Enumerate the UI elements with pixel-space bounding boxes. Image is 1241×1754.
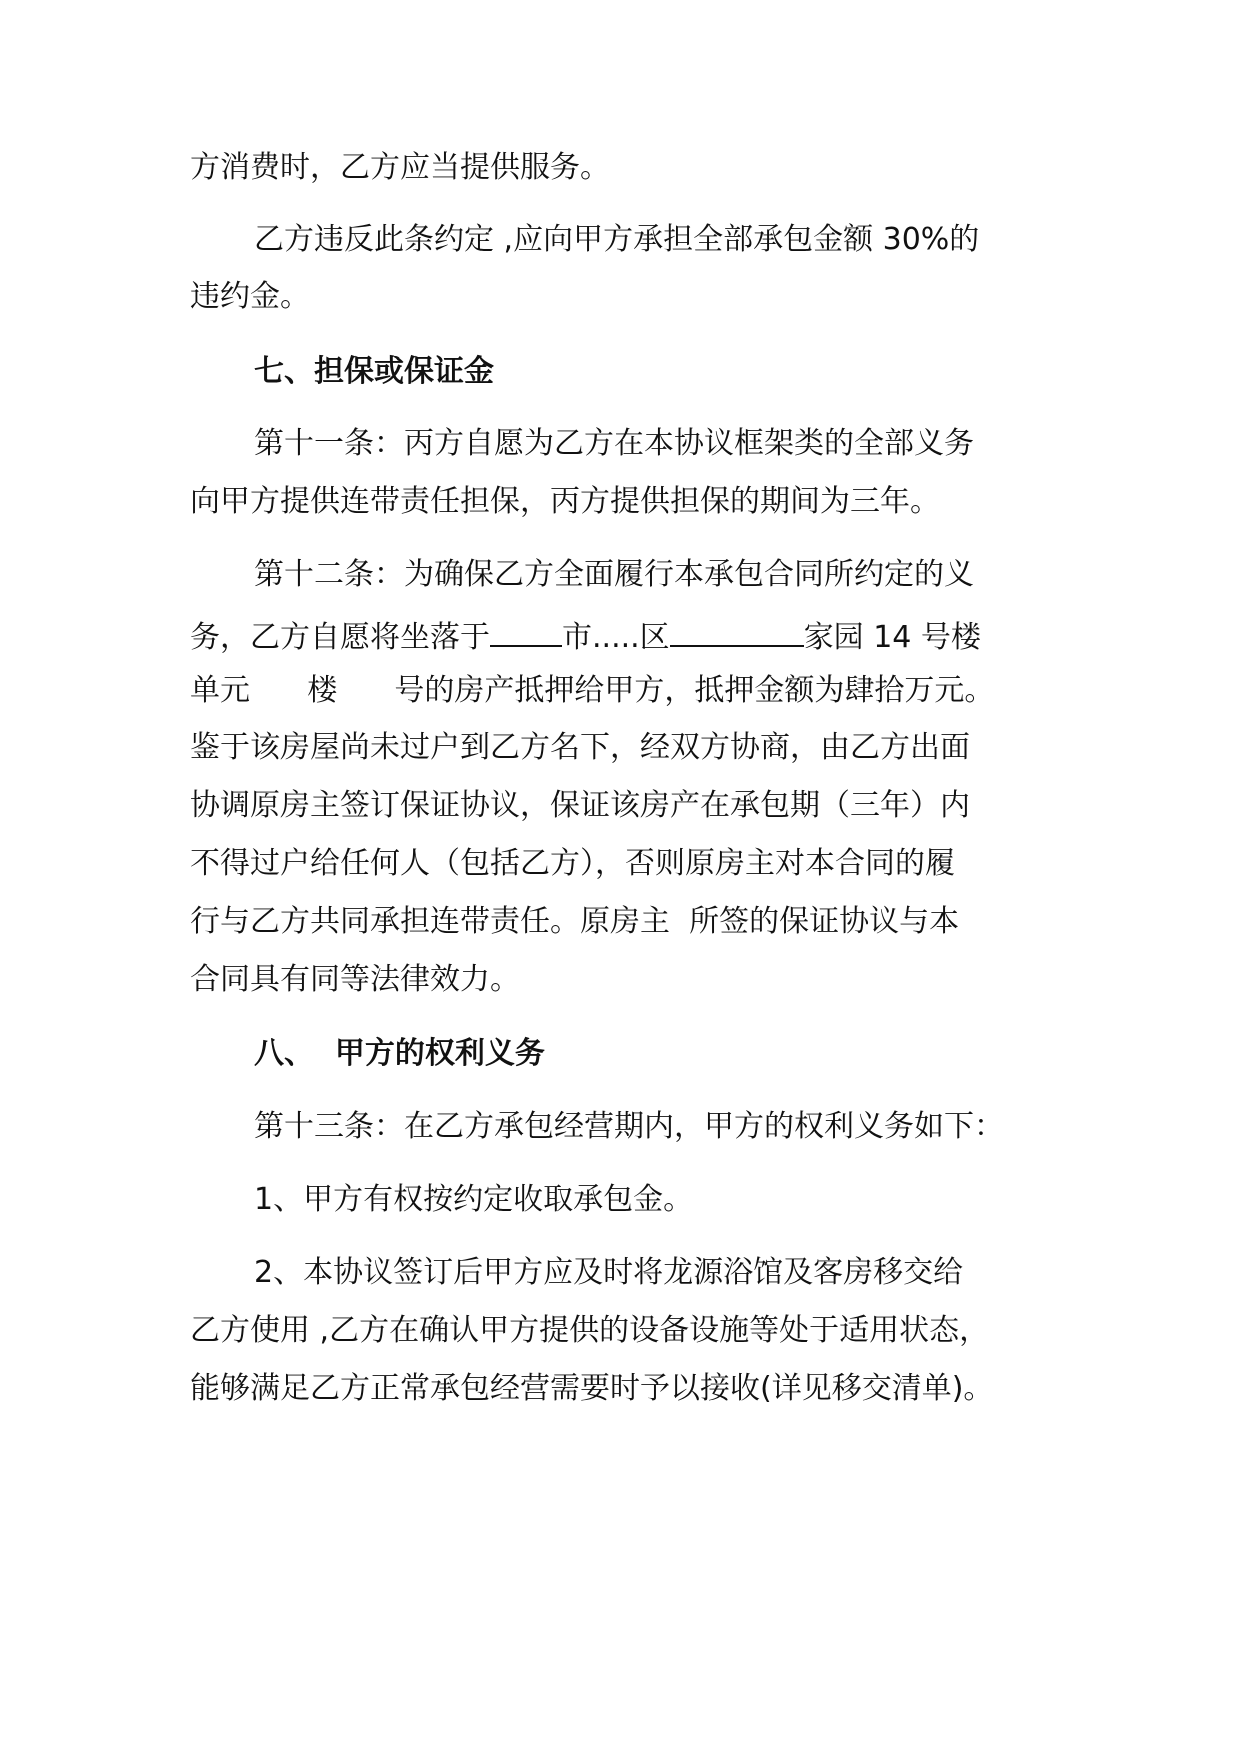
line-text: 家园 14 号楼 xyxy=(803,620,981,655)
section-heading: 七、担保或保证金 xyxy=(254,354,494,389)
paragraph-line: 合同具有同等法律效力。 xyxy=(190,962,520,997)
paragraph-line: 方消费时，乙方应当提供服务。 xyxy=(190,150,610,185)
line-text: 市.....区 xyxy=(562,620,670,655)
paragraph-line: 不得过户给任何人（包括乙方），否则原房主对本合同的履 xyxy=(190,846,955,881)
list-item: 1、甲方有权按约定收取承包金。 xyxy=(254,1182,694,1217)
paragraph-line: 第十二条：为确保乙方全面履行本承包合同所约定的义 xyxy=(254,557,974,592)
paragraph-line: 违约金。 xyxy=(190,279,310,314)
paragraph-line: 向甲方提供连带责任担保，丙方提供担保的期间为三年。 xyxy=(190,484,940,519)
paragraph-line: 第十一条：丙方自愿为乙方在本协议框架类的全部义务 xyxy=(254,426,974,461)
paragraph-line: 乙方使用 ,乙方在确认甲方提供的设备设施等处于适用状态， xyxy=(190,1313,990,1348)
paragraph-line: 协调原房主签订保证协议，保证该房产在承包期（三年）内 xyxy=(190,788,970,823)
blank-underline xyxy=(490,613,562,647)
section-heading: 八、 甲方的权利义务 xyxy=(254,1036,545,1071)
paragraph-line: 单元 楼 号的房产抵押给甲方，抵押金额为肆拾万元。 xyxy=(190,673,995,708)
paragraph-line: 乙方违反此条约定 ,应向甲方承担全部承包金额 30%的 xyxy=(254,222,980,257)
line-text: 务，乙方自愿将坐落于 xyxy=(190,620,490,655)
paragraph-line: 能够满足乙方正常承包经营需要时予以接收(详见移交清单)。 xyxy=(190,1371,994,1406)
paragraph-line xyxy=(190,613,981,658)
list-item: 2、本协议签订后甲方应及时将龙源浴馆及客房移交给 xyxy=(254,1255,964,1290)
paragraph-line: 鉴于该房屋尚未过户到乙方名下，经双方协商，由乙方出面 xyxy=(190,730,970,765)
paragraph-line: 第十三条：在乙方承包经营期内，甲方的权利义务如下： xyxy=(254,1109,1004,1144)
paragraph-line: 行与乙方共同承担连带责任。原房主 所签的保证协议与本 xyxy=(190,904,960,939)
blank-underline xyxy=(670,613,804,647)
